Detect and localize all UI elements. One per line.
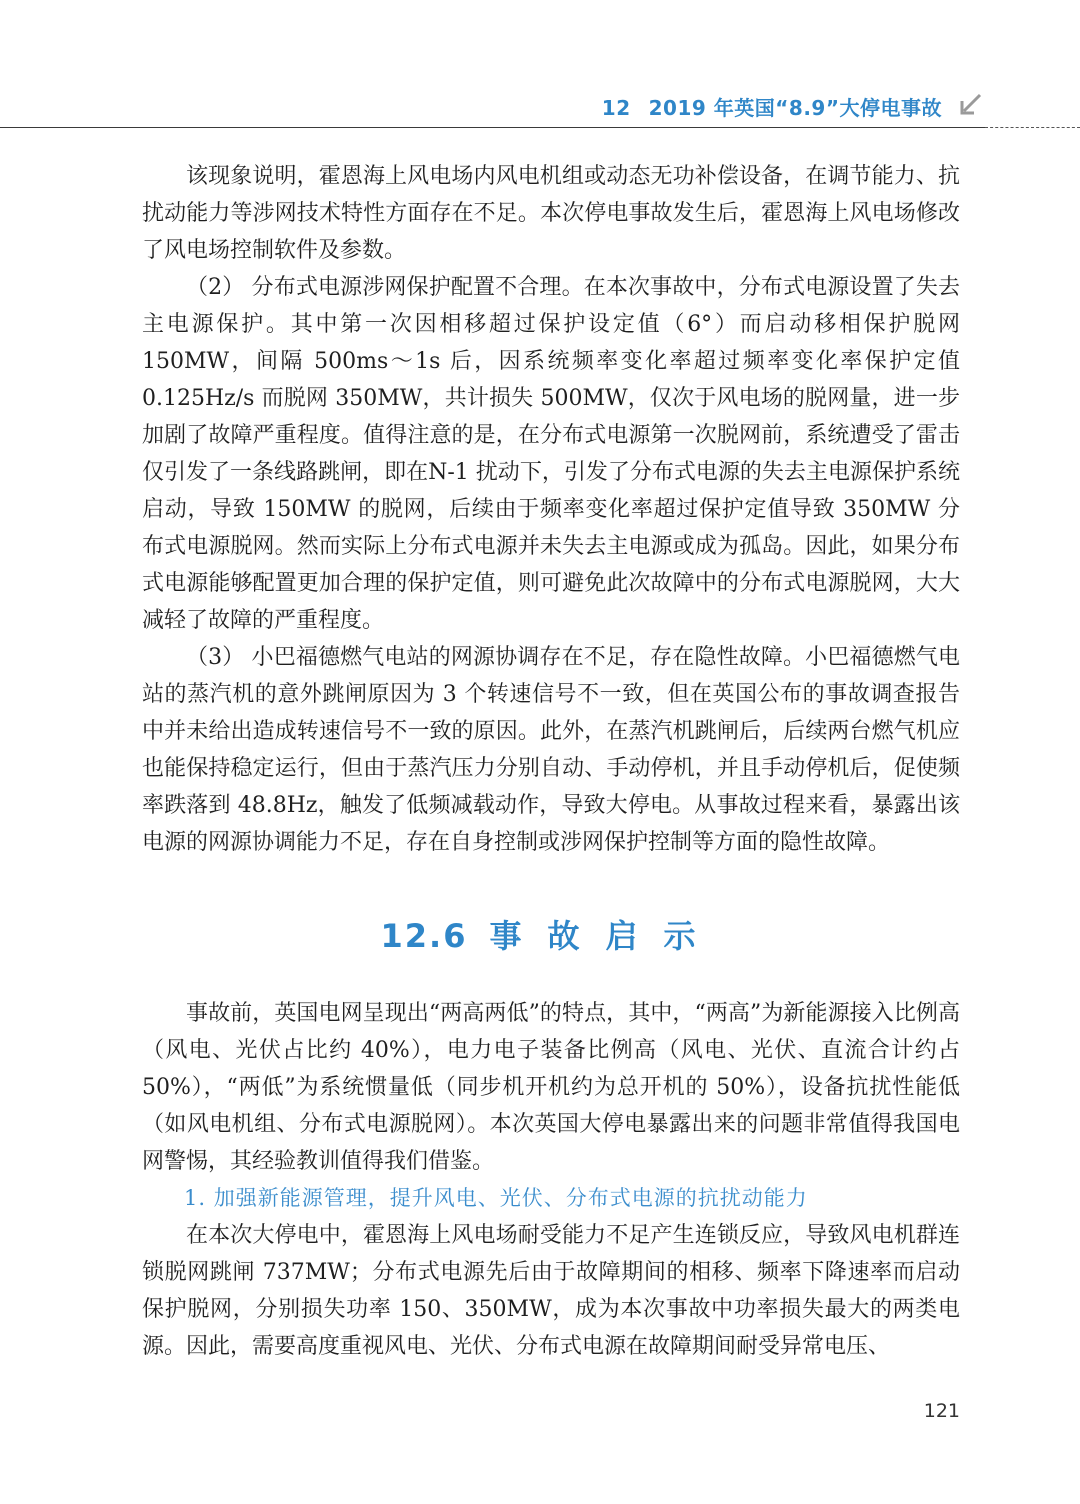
paragraph: 事故前，英国电网呈现出“两高两低”的特点，其中，“两高”为新能源接入比例高（风电、光伏占比约 40%），电力电子装备比例高（风电、光伏、直流合计约占 50%），“两低”为系统惯量低（同步机开机约为总开机的 50%），设备抗扰性能低（如风电机组、分布式电源脱网）。本次英国大停电暴露出来的问题非常值得我国电网警惕，其经验教训值得我们借鉴。 [142, 1001, 960, 1174]
header-rule [0, 127, 985, 128]
paragraph: （3） 小巴福德燃气电站的网源协调存在不足，存在隐性故障。小巴福德燃气电站的蒸汽机的意外跳闸原因为 3 个转速信号不一致，但在英国公布的事故调查报告中并未给出造成转速信号不一致的原因。此外，在蒸汽机跳闸后，后续两台燃气机应也能保持稳定运行，但由于蒸汽压力分别自动、手动停机，并且手动停机后，促使频率跌落到 48.8Hz，触发了低频减载动作，导致大停电。从事故过程来看，暴露出该电源的网源协调能力不足，存在自身控制或涉网保护控制等方面的隐性故障。 [142, 645, 960, 855]
section-heading [142, 911, 960, 955]
chapter-number: 12 [601, 96, 631, 120]
paragraph: 在本次大停电中，霍恩海上风电场耐受能力不足产生连锁反应，导致风电机群连锁脱网跳闸 737MW；分布式电源先后由于故障期间的相移、频率下降速率而启动保护脱网，分别损失功率 150、350MW，成为本次事故中功率损失最大的两类电源。因此，需要高度重视风电、光伏、分布式电源在故障期间耐受异常电压、 [142, 1223, 960, 1359]
header-rule-dashed [985, 127, 1080, 128]
body-content [142, 158, 960, 1365]
chapter-title: 2019 年英国“8.9”大停电事故 [648, 96, 942, 120]
section-title: 事故启示 [489, 917, 722, 955]
page-number: 121 [923, 1400, 960, 1422]
section-number: 12.6 [380, 917, 468, 955]
running-head-title [602, 92, 942, 121]
paragraph: 该现象说明，霍恩海上风电场内风电机组或动态无功补偿设备，在调节能力、抗扰动能力等涉网技术特性方面存在不足。本次停电事故发生后，霍恩海上风电场修改了风电场控制软件及参数。 [142, 164, 960, 263]
running-head [0, 0, 1080, 130]
corner-arrow-icon [958, 92, 984, 118]
subheading: 1. 加强新能源管理，提升风电、光伏、分布式电源的抗扰动能力 [184, 1186, 808, 1210]
paragraph: （2） 分布式电源涉网保护配置不合理。在本次事故中，分布式电源设置了失去主电源保护。其中第一次因相移超过保护设定值（6°）而启动移相保护脱网150MW，间隔 500ms～1s 后，因系统频率变化率超过频率变化率保护定值0.125Hz/s 而脱网 350MW，共计损失 500MW，仅次于风电场的脱网量，进一步加剧了故障严重程度。值得注意的是，在分布式电源第一次脱网前，系统遭受了雷击仅引发了一条线路跳闸，即在N-1 扰动下，引发了分布式电源的失去主电源保护系统启动，导致 150MW 的脱网，后续由于频率变化率超过保护定值导致 350MW 分布式电源脱网。然而实际上分布式电源并未失去主电源或成为孤岛。因此，如果分布式电源能够配置更加合理的保护定值，则可避免此次故障中的分布式电源脱网，大大减轻了故障的严重程度。 [142, 275, 960, 633]
